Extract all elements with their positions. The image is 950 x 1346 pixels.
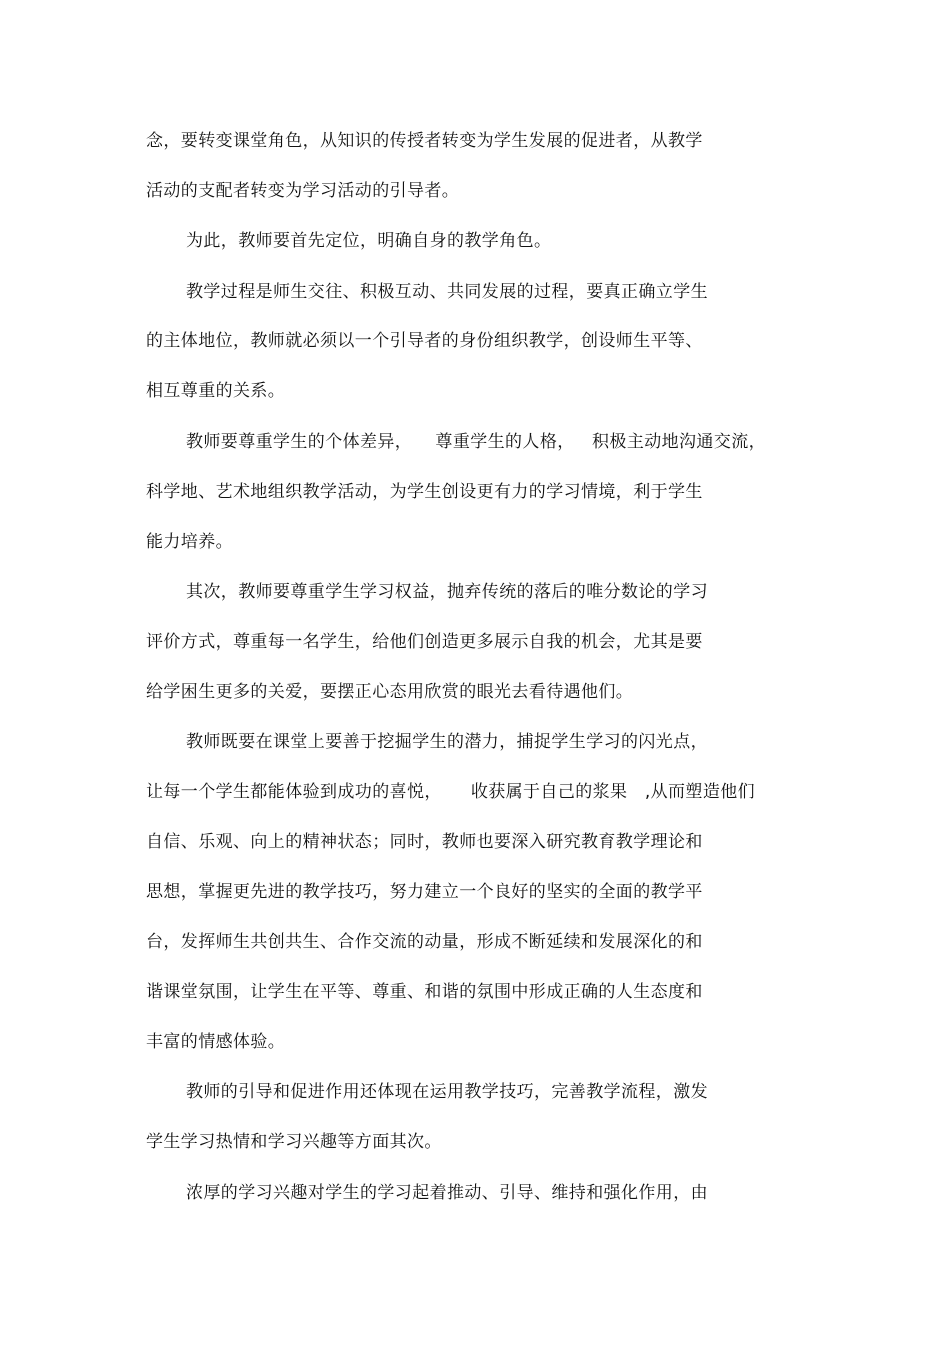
paragraph-first-line: 教师要尊重学生的个体差异， 尊重学生的人格， 积极主动地沟通交流， — [186, 432, 767, 452]
paragraph-first-line: 其次，教师要尊重学生学习权益，抛弃传统的落后的唯分数论的学习 — [186, 582, 708, 602]
text-line: 自信、乐观、向上的精神状态；同时，教师也要深入研究教育教学理论和 — [146, 832, 703, 852]
text-line: 科学地、艺术地组织教学活动，为学生创设更有力的学习情境，利于学生 — [146, 482, 703, 502]
text-line: 活动的支配者转变为学习活动的引导者。 — [146, 181, 460, 201]
paragraph-first-line: 教师的引导和促进作用还体现在运用教学技巧，完善教学流程，激发 — [186, 1082, 708, 1102]
paragraph-first-line: 浓厚的学习兴趣对学生的学习起着推动、引导、维持和强化作用，由 — [186, 1183, 708, 1203]
text-line: 思想，掌握更先进的教学技巧，努力建立一个良好的坚实的全面的教学平 — [146, 882, 703, 902]
text-line: 学生学习热情和学习兴趣等方面其次。 — [146, 1132, 442, 1152]
text-line: 给学困生更多的关爱，要摆正心态用欣赏的眼光去看待遇他们。 — [146, 682, 634, 702]
paragraph-first-line: 教学过程是师生交往、积极互动、共同发展的过程，要真正确立学生 — [186, 282, 708, 302]
text-line: 评价方式，尊重每一名学生，给他们创造更多展示自我的机会，尤其是要 — [146, 632, 703, 652]
text-line: 能力培养。 — [146, 532, 233, 552]
text-line: 谐课堂氛围，让学生在平等、尊重、和谐的氛围中形成正确的人生态度和 — [146, 982, 703, 1002]
text-line: 让每一个学生都能体验到成功的喜悦， 收获属于自己的浆果 ,从而塑造他们 — [146, 782, 756, 802]
text-line: 丰富的情感体验。 — [146, 1032, 286, 1052]
paragraph-first-line: 教师既要在课堂上要善于挖掘学生的潜力，捕捉学生学习的闪光点， — [186, 732, 708, 752]
text-line: 台，发挥师生共创共生、合作交流的动量，形成不断延续和发展深化的和 — [146, 932, 703, 952]
text-line: 相互尊重的关系。 — [146, 381, 286, 401]
text-line: 念，要转变课堂角色，从知识的传授者转变为学生发展的促进者，从教学 — [146, 131, 703, 151]
paragraph-first-line: 为此，教师要首先定位，明确自身的教学角色。 — [186, 231, 552, 251]
text-line: 的主体地位，教师就必须以一个引导者的身份组织教学，创设师生平等、 — [146, 331, 703, 351]
